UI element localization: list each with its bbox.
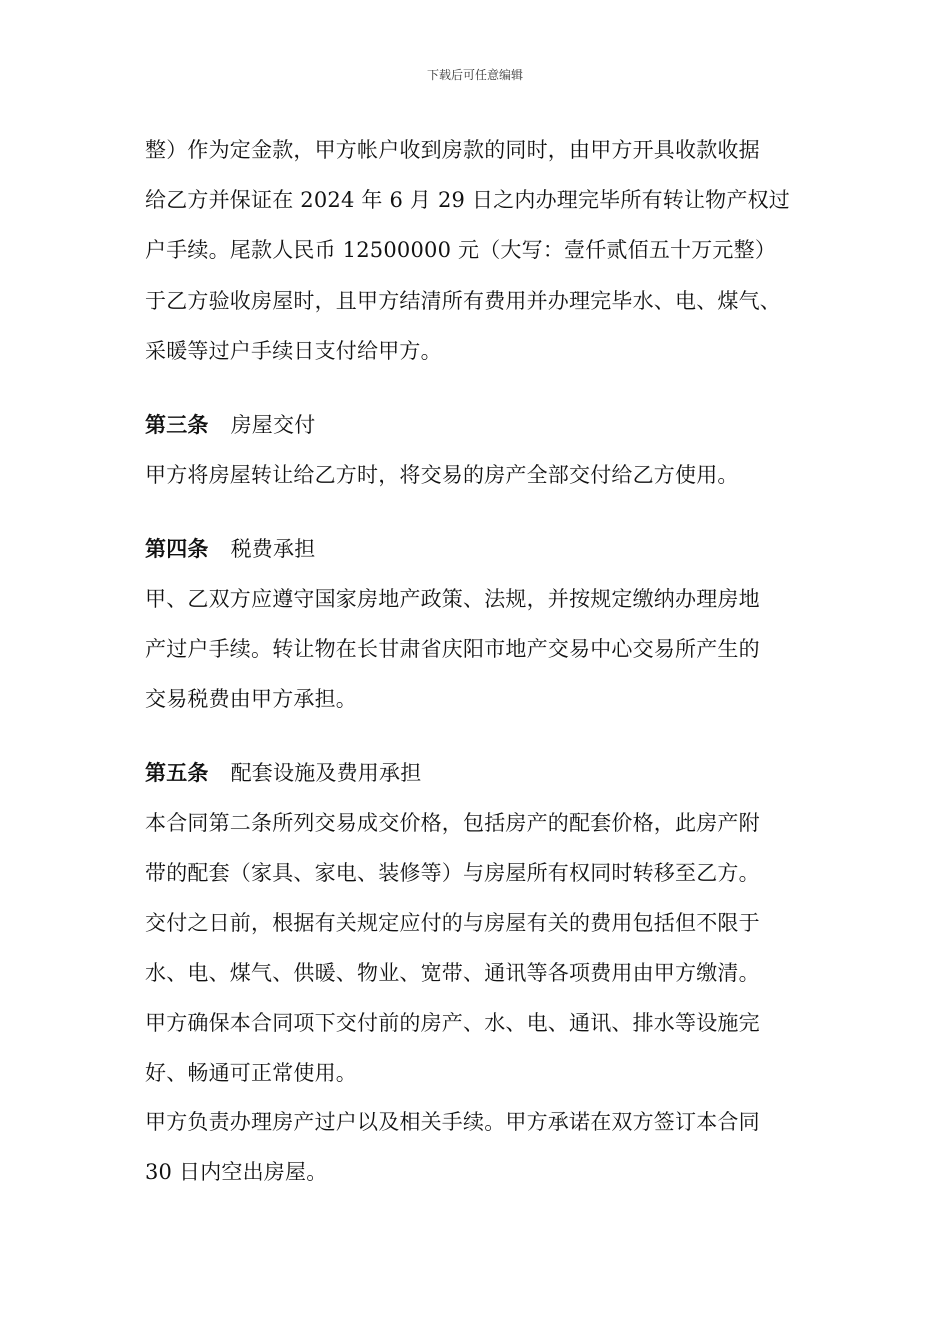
paragraph-line: 本合同第二条所列交易成交价格，包括房产的配套价格，此房产附 xyxy=(145,811,760,835)
section-title: 房屋交付 xyxy=(230,413,316,437)
section-title: 配套设施及费用承担 xyxy=(230,761,422,785)
section-number: 第三条 xyxy=(145,413,209,437)
section-number: 第五条 xyxy=(145,761,209,785)
paragraph-line: 水、电、煤气、供暖、物业、宽带、通讯等各项费用由甲方缴清。 xyxy=(145,961,760,985)
paragraph-line: 甲方确保本合同项下交付前的房产、水、电、通讯、排水等设施完 xyxy=(145,1011,760,1035)
paragraph-line: 采暖等过户手续日支付给甲方。 xyxy=(145,339,442,363)
section-heading-3 xyxy=(145,411,315,439)
paragraph-line: 好、畅通可正常使用。 xyxy=(145,1061,357,1085)
paragraph-line: 30 日内空出房屋。 xyxy=(145,1160,328,1184)
section-heading-4 xyxy=(145,535,315,563)
paragraph-line: 交易税费由甲方承担。 xyxy=(145,687,357,711)
paragraph-line: 交付之日前，根据有关规定应付的与房屋有关的费用包括但不限于 xyxy=(145,911,760,935)
paragraph-line: 产过户手续。转让物在长甘肃省庆阳市地产交易中心交易所产生的 xyxy=(145,637,760,661)
section-number: 第四条 xyxy=(145,537,209,561)
paragraph-line: 甲方将房屋转让给乙方时，将交易的房产全部交付给乙方使用。 xyxy=(145,463,739,487)
paragraph-line: 甲方负责办理房产过户以及相关手续。甲方承诺在双方签订本合同 xyxy=(145,1110,760,1134)
paragraph-line: 给乙方并保证在 2024 年 6 月 29 日之内办理完毕所有转让物产权过 xyxy=(145,188,790,212)
paragraph-line: 甲、乙双方应遵守国家房地产政策、法规，并按规定缴纳办理房地 xyxy=(145,587,760,611)
paragraph-line: 户手续。尾款人民币 12500000 元（大写：壹仟贰佰五十万元整） xyxy=(145,238,777,262)
section-title: 税费承担 xyxy=(230,537,316,561)
paragraph-line: 带的配套（家具、家电、装修等）与房屋所有权同时转移至乙方。 xyxy=(145,861,760,885)
paragraph-line: 于乙方验收房屋时，且甲方结清所有费用并办理完毕水、电、煤气、 xyxy=(145,289,781,313)
section-heading-5 xyxy=(145,759,421,787)
paragraph-line: 整）作为定金款，甲方帐户收到房款的同时，由甲方开具收款收据 xyxy=(145,138,760,162)
page-header: 下载后可任意编辑 xyxy=(426,68,523,82)
